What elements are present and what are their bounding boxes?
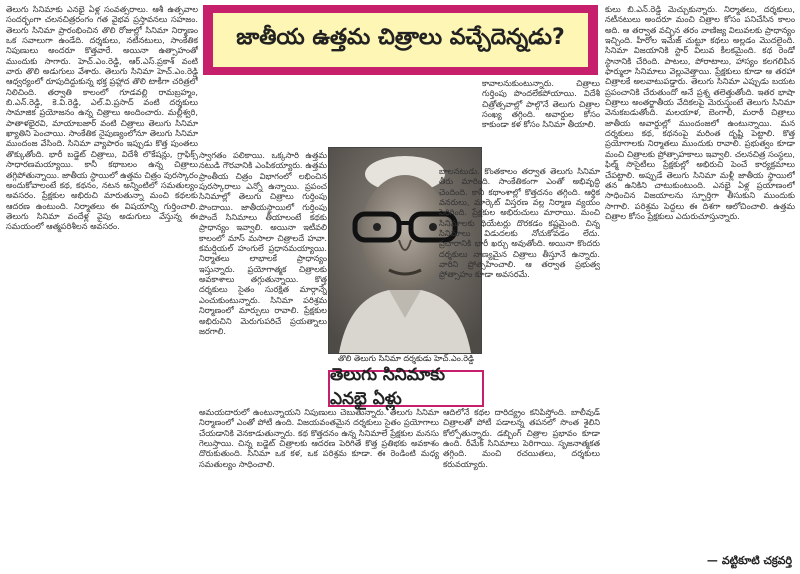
article-column-5 [199, 407, 439, 564]
article-text: స్వాగతం పలికాయి. ఒక్కసారి ఉత్తమ నటుడి గౌరవానికి ఎంపికయ్యారు. ఉత్తమ ప్రాంతీయ చిత్రం విభాగంలో లభించిన పురస్కారాలు ఎన్నో ఉన్నాయి. ప్రపంచ సినిమాల్లో తెలుగు చిత్రాలు గుర్తింపు పొందాయి. జాతీయస్థాయిలో గుర్తింపు పొందే సినిమాలు తీయాలంటే కథకు ప్రాధాన్యం ఇవ్వాలి. అయినా ఇటీవలి కాలంలో మాస్ మసాలా చిత్రాలదే హవా. కమర్షియల్ హంగులే ప్రధానమయ్యాయి. నిర్మాతలు లాభాలకే ప్రాధాన్యం ఇస్తున్నారు. ప్రయోగాత్మక చిత్రాలకు అవకాశాలు తగ్గుతున్నాయి. కొత్త దర్శకులు సైతం సురక్షిత మార్గాన్నే ఎంచుకుంటున్నారు. సినిమా పరిశ్రమ నిర్మాణంలో మార్పులు రావాలి. ప్రేక్షకుల అభిరుచిని మెరుగుపరిచే ప్రయత్నాలు జరగాలి. [199, 150, 327, 336]
headline: జాతీయ ఉత్తమ చిత్రాలు వచ్చేదెన్నడు? [236, 25, 565, 50]
article-column-6 [443, 407, 600, 564]
byline [707, 554, 792, 570]
headline-banner [203, 5, 598, 75]
article-column-1 [6, 4, 198, 564]
subheadline: తెలుగు సినిమాకు ఎనభై ఏళ్లు [330, 364, 446, 409]
author-name: వట్టికూటి చక్రవర్తి [721, 554, 792, 567]
article-column-4 [605, 4, 795, 564]
article-text: తెలుగు సినిమాకు ఎనభై ఏళ్ల సంవత్సరాలు. ఆశీ ఉత్సవాల సందర్భంగా చలనచిత్రరంగం గత వైభవ ప్రస్తావనలు సహజం. తెలుగు సినిమా ప్రారంభించిన తొలి రోజుల్లో సినిమా నిర్మాణం ఒక సవాలుగా ఉండేది. దర్శకులు, నటీనటులు, సాంకేతిక నిపుణులు అందరూ కొత్తవారే. అయినా ఉత్సాహంతో ముందుకు సాగారు. హెచ్.ఎం.రెడ్డి, ఆర్.ఎస్.ప్రకాశ్ వంటి వారు తొలి అడుగులు వేశారు. తెలుగు సినిమా హెచ్.ఎం.రెడ్డి ఆధ్వర్యంలో రూపుదిద్దుకున్న భక్త ప్రహ్లాద తొలి టాకీగా చరిత్రలో నిలిచింది. తర్వాతి కాలంలో గూడవల్లి రామబ్రహ్మం, బి.ఎన్.రెడ్డి, కె.వి.రెడ్డి, ఎల్.వి.ప్రసాద్ వంటి దర్శకులు సామాజిక ప్రయోజనం ఉన్న చిత్రాలు అందించారు. మల్లీశ్వరి, పాతాళభైరవి, మాయాబజార్ వంటి చిత్రాలు తెలుగు సినిమా ఖ్యాతిని పెంచాయి. సాంకేతిక నైపుణ్యంలోనూ తెలుగు సినిమా ముందంజ వేసింది. సినిమా వ్యాపారం ఇప్పుడు కొత్త పుంతలు తొక్కుతోంది. భారీ బడ్జెట్ చిత్రాలు, విదేశీ లొకేషన్లు, గ్రాఫిక్స్ సాధారణమయ్యాయి. కానీ కథాబలం ఉన్న చిత్రాలు తగ్గిపోతున్నాయి. జాతీయ స్థాయిలో ఉత్తమ చిత్రం పురస్కారం అందుకోవాలంటే కథ, కథనం, నటన అన్నింటిలో సమతుల్యం అవసరం. ప్రేక్షకుల అభిరుచి మారుతున్నా మంచి కథలకు ఆదరణ ఉంటుంది. నిర్మాతలు ఈ విషయాన్ని గుర్తించాలి. తెలుగు సినిమా వందేళ్ల వైపు అడుగులు వేస్తున్న ఈ సమయంలో ఆత్మపరిశీలన అవసరం. [6, 4, 198, 232]
article-column-7 [439, 166, 600, 374]
article-text: బాలనటుడు. కొంతకాలం తర్వాత తెలుగు సినిమా తీరు మారింది. సాంకేతికంగా ఎంతో అభివృద్ధి చెందింది. కానీ కథాంశాల్లో కొత్తదనం తగ్గింది. ఆర్థిక వనరులు, మార్కెట్ విస్తరణ వల్ల నిర్మాణ వ్యయం పెరిగింది. ప్రేక్షకుల అభిరుచులు మారాయి. మంచి సినిమాలకు థియేటర్లు దొరకడం కష్టమైంది. చిన్న సినిమాలు విడుదలకు నోచుకోవడం లేదు. ప్రచారానికి భారీ ఖర్చు అవుతోంది. అయినా కొందరు దర్శకులు నాణ్యమైన చిత్రాలు తీస్తూనే ఉన్నారు. వారిని ప్రోత్సహించాలి. ఆ తర్వాత ప్రభుత్వ ప్రోత్సాహం కూడా అవసరమే. [439, 166, 600, 280]
photo-caption: తొలి తెలుగు సినిమా దర్శకుడు హెచ్.ఎం.రెడ్డి [338, 354, 474, 363]
article-text: అమయదారులో ఉంటున్నాయని నిపుణులు చెబుతున్నారు. తెలుగు సినిమా నిర్మాణంలో ఎంతో పోటీ ఉంది. విజయవంతమైన దర్శకులు సైతం ప్రయోగాలు చేయడానికి వెనకాడుతున్నారు. కథ కొత్తదనం ఉన్న సినిమాలే ప్రేక్షకుల మనసు గెలుస్తాయి. చిన్న బడ్జెట్ చిత్రాలకు ఆదరణ పెరిగితే కొత్త ప్రతిభకు అవకాశం దొరుకుతుంది. సినిమా ఒక కళ, ఒక పరిశ్రమ కూడా. ఈ రెండింటి మధ్య సమతుల్యం సాధించాలి. [199, 407, 439, 469]
article-text: కులు బి.ఎన్.రెడ్డి మెచ్చుకున్నారు. నిర్మాతలు, దర్శకులు, నటీనటులు అందరూ మంచి చిత్రాల కోసం పనిచేసిన కాలం అది. ఆ తర్వాత వచ్చిన తరం వాణిజ్య విలువలకు ప్రాధాన్యం ఇచ్చింది. హీరోల ఇమేజ్ చుట్టూ కథలు అల్లడం మొదలైంది. సినిమా విజయానికి స్టార్ విలువ కీలకమైంది. కథ రెండో స్థానానికి చేరింది. పాటలు, పోరాటాలు, హాస్యం కలగలిపిన ఫార్ములా సినిమాలు వెల్లువెత్తాయి. ప్రేక్షకులు కూడా ఆ తరహా చిత్రాలకే అలవాటుపడ్డారు. తెలుగు సినిమా ఎప్పుడు బయట ప్రపంచానికి చేరుతుందో అనే ప్రశ్న తలెత్తుతోంది. ఇతర భాషా చిత్రాలు అంతర్జాతీయ వేదికలపై మెరుస్తుంటే తెలుగు సినిమా వెనుకబడుతోంది. మలయాళ, బెంగాలీ, మరాఠీ చిత్రాలు జాతీయ అవార్డుల్లో ముందంజలో ఉంటున్నాయి. మన దర్శకులు కథ, కథనంపై మరింత దృష్టి పెట్టాలి. కొత్త ప్రయోగాలకు నిర్మాతలు ముందుకు రావాలి. ప్రభుత్వం కూడా మంచి చిత్రాలకు ప్రోత్సాహకాలు ఇవ్వాలి. చలనచిత్ర సంస్థలు, ఫిల్మ్ సొసైటీలు ప్రేక్షకుల్లో అభిరుచి పెంచే కార్యక్రమాలు చేపట్టాలి. అప్పుడే తెలుగు సినిమా మళ్లీ జాతీయ స్థాయిలో తన ఉనికిని చాటుకుంటుంది. ఎనభై ఏళ్ల ప్రయాణంలో సాధించిన విజయాలను స్ఫూర్తిగా తీసుకుని ముందుకు సాగాలి. పరిశ్రమ పెద్దలు ఈ దిశగా ఆలోచించాలి. ఉత్తమ చిత్రాల కోసం ప్రేక్షకులు ఎదురుచూస్తున్నారు. [605, 4, 795, 221]
article-column-3 [482, 78, 600, 166]
subheadline-box [328, 364, 484, 409]
article-text: కావాలనుకుంటున్నారు. చిత్రాలు గుర్తింపు పొందలేకపోయాయి. విదేశీ చిత్రోత్సవాల్లో పాల్గొనే తెలుగు చిత్రాల సంఖ్య తగ్గింది. అవార్డుల కోసం కాకుండా కళ కోసం సినిమా తీయాలి. [482, 78, 600, 130]
byline-dash: — [706, 554, 718, 567]
article-text: ఆదిలోనే కథల దారిద్య్రం కనిపిస్తోంది. బాలీవుడ్ చిత్రాలతో పోటీ పడాలన్న తపనలో సొంత శైలిని కోల్పోతున్నారు. డబ్బింగ్ చిత్రాల ప్రభావం కూడా ఉంది. రీమేక్ సినిమాలు పెరిగాయి. సృజనాత్మకత తగ్గింది. మంచి రచయితలు, దర్శకులు కరువయ్యారు. [443, 407, 600, 469]
headline-panel [213, 13, 588, 67]
